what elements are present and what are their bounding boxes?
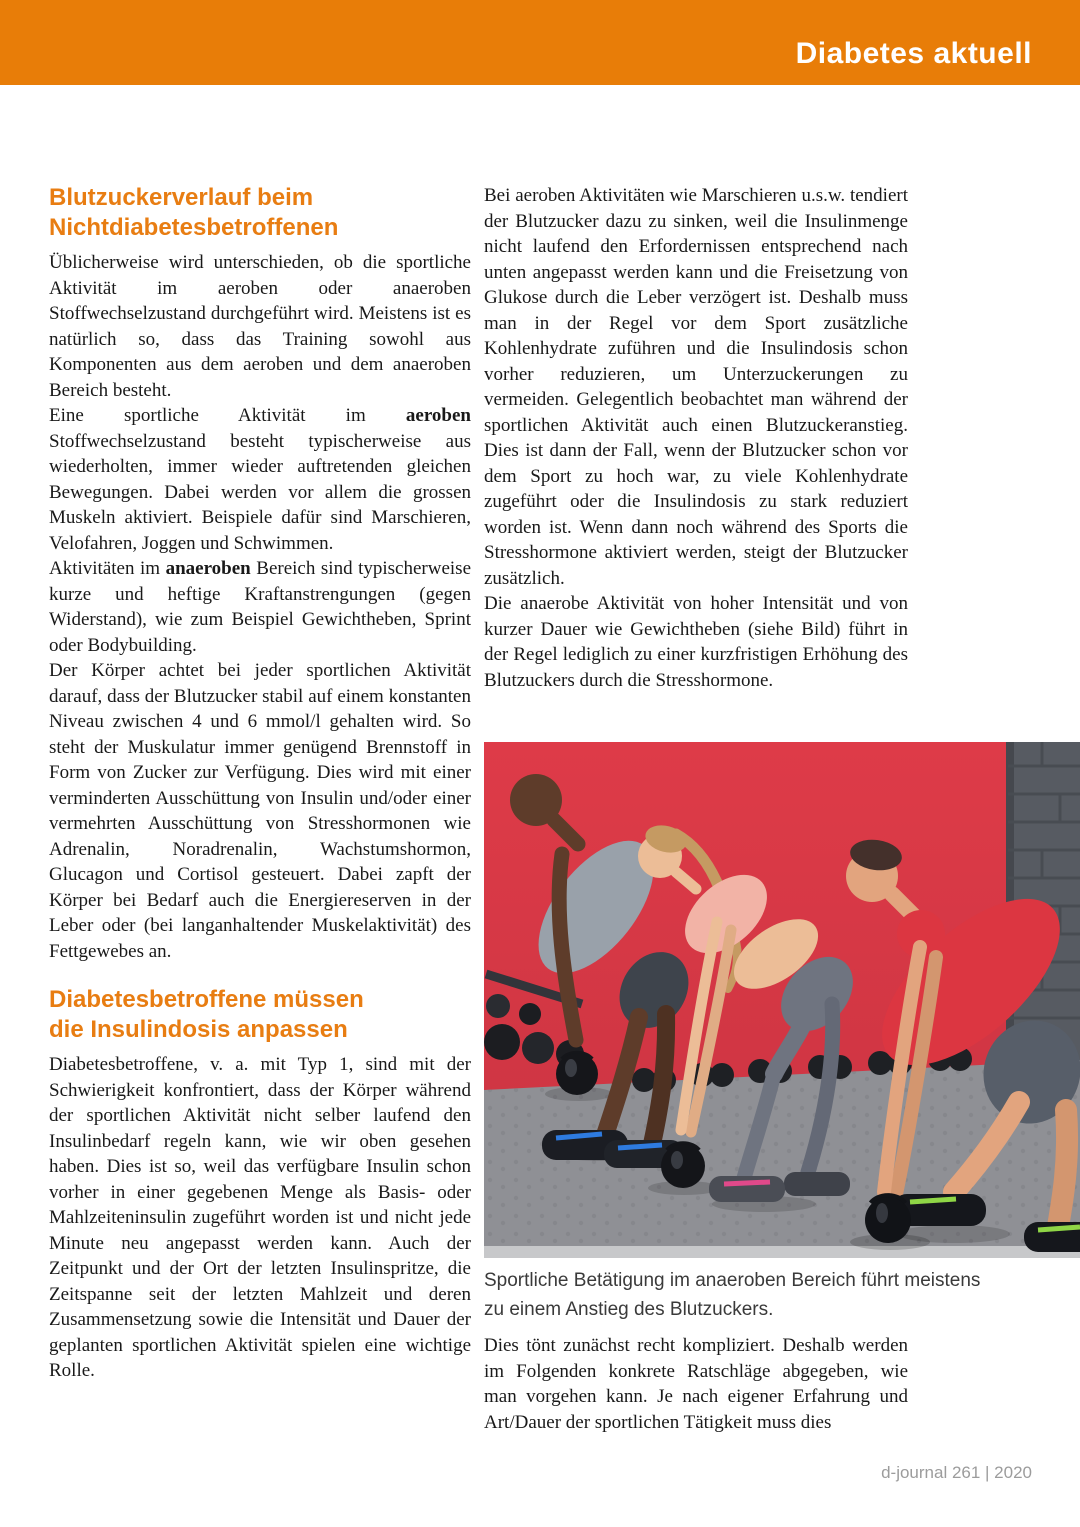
right-column (484, 183, 908, 693)
left-paragraph-3-before: Aktivitäten im (49, 558, 166, 579)
left-paragraph-1: Üblicherweise wird unterschieden, ob die sportliche Aktivität im aeroben oder anaeroben Stoffwechselzustand durchgeführt wird. Meistens ist es natürlich so, dass das Training sowohl aus Komponenten aus dem aeroben und dem anaeroben Bereich besteht. (49, 252, 471, 401)
photo-kettlebell-3 (865, 1197, 911, 1243)
left-paragraph-2-after: Stoffwechselzustand besteht typischerweise aus wiederholten, immer wieder auftretenden gleichen Bewegungen. Dabei werden vor allem die grossen Muskeln aktiviert. Beispiele dafür sind Marschieren, Velofahren, Joggen und Schwimmen. (49, 430, 471, 554)
left-paragraph-5: Diabetesbetroffene, v. a. mit Typ 1, sind mit der Schwierigkeit konfrontiert, dass der Körper während der sportlichen Aktivität nicht selber laufend den Insulinbedarf regeln kann, wie wir oben gesehen haben. Dies ist so, weil das verfügbare Insulin schon vorher in einer gegebenen Menge als Basis- oder Mahlzeiteninsulin zugeführt worden ist und nicht jede Minute neu angepasst werden kann. Auch der Zeitpunkt und der Ort der letzten Insulinspritze, die Zeitspanne seit der letzten Mahlzeit und deren Zusammensetzung sowie die Intensität und Dauer der geplanten sportlichen Aktivität spielen eine wichtige Rolle. (49, 1054, 471, 1381)
left-paragraph-2 (49, 403, 471, 556)
gym-photo (484, 742, 1080, 1258)
left-column (49, 183, 471, 1384)
heading1-line2: Nichtdiabetesbetroffenen (49, 214, 339, 241)
left-paragraph-2-before: Eine sportliche Aktivität im (49, 405, 406, 426)
page-title: Diabetes aktuell (795, 37, 1032, 70)
left-paragraph-3-bold: anaeroben (165, 558, 251, 579)
page-footer: d-journal 261 | 2020 (881, 1463, 1032, 1482)
left-paragraph-4: Der Körper achtet bei jeder sportlichen Aktivität darauf, dass der Blutzucker stabil auf einem konstanten Niveau zwischen 4 und 6 mmol/l gehalten wird. So steht der Muskulatur immer genügend Brennstoff in Form von Zucker zur Verfügung. Dies wird mit einer verminderten Ausschüttung von Insulin und/oder einer vermehrten Ausschüttung von Stresshormonen wie Adrenalin, Noradrenalin, Wachstumshormon, Glucagon und Cortisol gesteuert. Dabei zapft der Körper bei Bedarf auch die Energiereserven in der Leber oder (bei langanhaltender Muskelaktivität) des Fettgewebes an. (49, 660, 471, 962)
right-paragraph-1: Bei aeroben Aktivitäten wie Marschieren u.s.w. tendiert der Blutzucker dazu zu sinken, weil die Insulinmenge nicht laufend den Erfordernissen entsprechend nach unten angepasst werden kann und die Freisetzung von Glukose durch die Leber verzögert ist. Deshalb muss man in der Regel vor dem Sport zusätzliche Kohlenhydrate zuführen und die Insulindosis schon vorher reduzieren, um Unterzuckerungen zu vermeiden. Gelegentlich beobachtet man während der sportlichen Aktivität auch einen Blutzuckeranstieg. Dies ist dann der Fall, wenn der Blutzucker schon vor dem Sport zu hoch war, zu viele Kohlenhydrate zugeführt oder die Insulindosis zu stark reduziert worden ist. Wenn dann noch während des Sports die Stresshormone aktiviert werden, steigt der Blutzucker zusätzlich. (484, 185, 908, 589)
section-heading-2 (49, 985, 471, 1045)
gym-photo-svg (484, 742, 1080, 1258)
photo-kettlebell-1 (556, 1053, 598, 1095)
right-paragraph-2: Die anaerobe Aktivität von hoher Intensität und von kurzer Dauer wie Gewichtheben (siehe Bild) führt in der Regel lediglich zu einer kurzfristigen Erhöhung des Blutzuckers durch die Stresshormone. (484, 593, 908, 691)
heading1-line1: Blutzuckerverlauf beim (49, 184, 314, 211)
left-paragraph-3 (49, 556, 471, 658)
left-paragraph-3-after: Bereich sind typischerweise kurze und heftige Kraftanstrengungen (gegen Widerstand), wie zum Beispiel Gewichtheben, Sprint oder Bodybuilding. (49, 558, 471, 656)
heading2-line2: die Insulindosis anpassen (49, 1016, 348, 1043)
photo-caption: Sportliche Betätigung im anaeroben Bereich führt meistens zu einem Anstieg des Blutzuckers. (484, 1270, 981, 1320)
right-paragraph-3: Dies tönt zunächst recht kompliziert. Deshalb werden im Folgenden konkrete Ratschläge abgegeben, wie man vorgehen kann. Je nach eigener Erfahrung und Art/Dauer der sportlichen Tätigkeit muss dies (484, 1335, 908, 1433)
header-band (0, 0, 1080, 85)
left-paragraph-2-bold: aeroben (405, 405, 471, 426)
section-heading-1 (49, 183, 471, 243)
photo-kettlebell-2 (661, 1144, 705, 1188)
heading2-line1: Diabetesbetroffene müssen (49, 986, 364, 1013)
